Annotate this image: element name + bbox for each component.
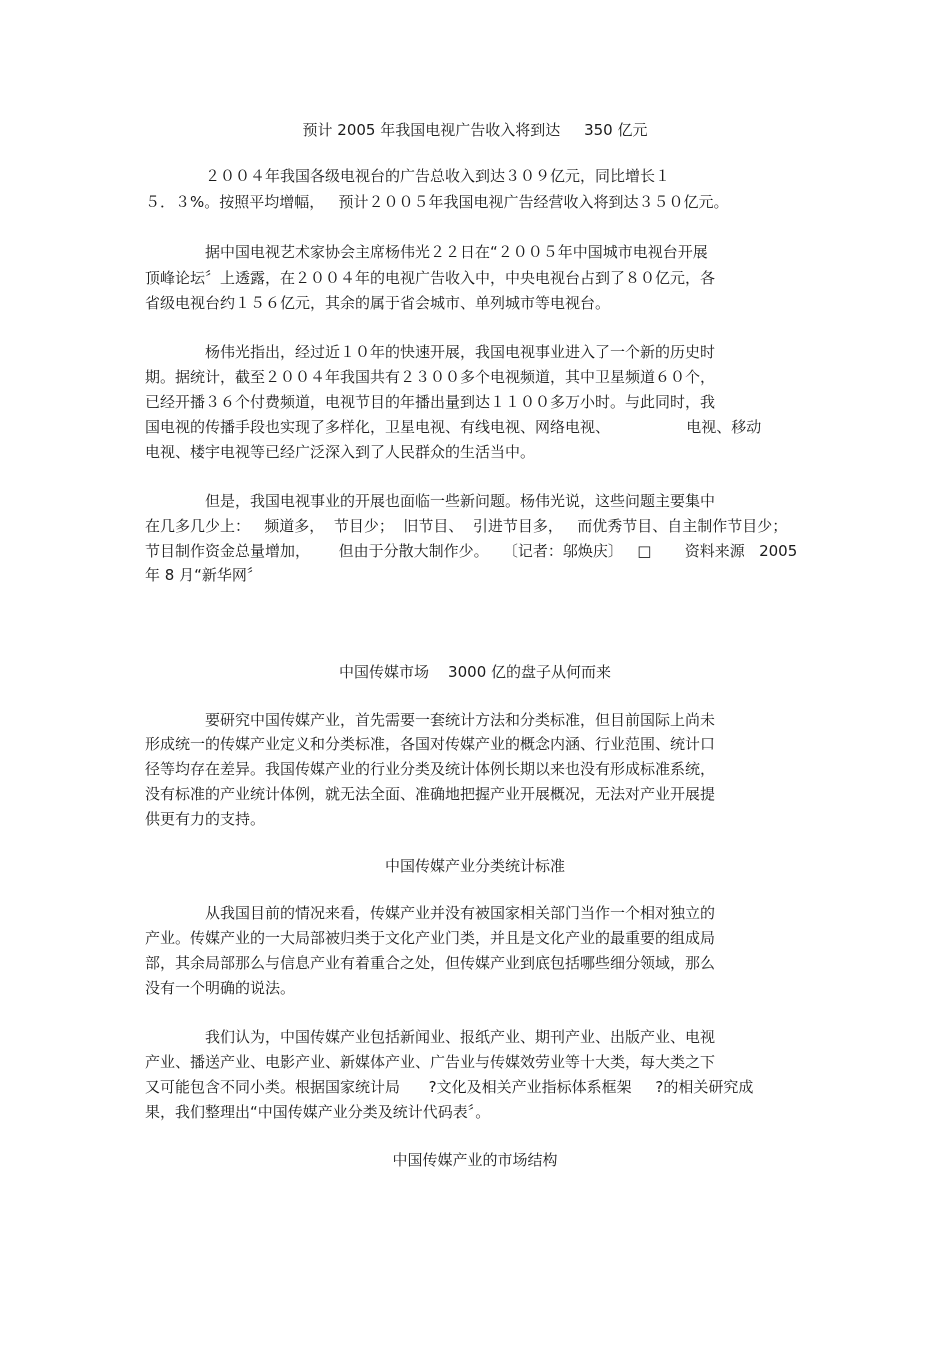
paragraph-6-line-2: 产业。传媒产业的一大局部被归类于文化产业门类，并且是文化产业的最重要的组成局 [145, 929, 716, 947]
paragraph-5-line-1: 要研究中国传媒产业，首先需要一套统计方法和分类标准，但目前国际上尚未 [205, 711, 716, 729]
paragraph-3-line-2: 期。据统计，截至２００４年我国共有２３００多个电视频道，其中卫星频道６０个， [145, 368, 716, 386]
paragraph-3-line-4: 国电视的传播手段也实现了多样化，卫星电视、有线电视、网络电视、 电视、移动 [145, 418, 762, 436]
paragraph-7-line-4: 果，我们整理出“中国传媒产业分类及统计代码表〞。 [145, 1103, 491, 1121]
paragraph-7-line-2: 产业、播送产业、电影产业、新媒体产业、广告业与传媒效劳业等十大类，每大类之下 [145, 1053, 716, 1071]
paragraph-5-line-5: 供更有力的支持。 [145, 810, 266, 828]
paragraph-3-line-5: 电视、楼宇电视等已经广泛深入到了人民群众的生活当中。 [145, 443, 536, 461]
paragraph-7-line-1: 我们认为，中国传媒产业包括新闻业、报纸产业、期刊产业、出版产业、电视 [205, 1028, 716, 1046]
headline-classification-standard: 中国传媒产业分类统计标准 [384, 857, 565, 875]
paragraph-3-line-3: 已经开播３６个付费频道，电视节目的年播出量到达１１００多万小时。与此同时，我 [145, 393, 716, 411]
paragraph-1-line-2: ５．３%。按照平均增幅， 预计２００５年我国电视广告经营收入将到达３５０亿元。 [145, 193, 729, 211]
paragraph-4-line-2: 在几多几少上： 频道多， 节目少； 旧节目、 引进节目多， 而优秀节目、自主制作节目少； [145, 517, 788, 535]
paragraph-4-line-1: 但是，我国电视事业的开展也面临一些新问题。杨伟光说，这些问题主要集中 [205, 492, 716, 510]
paragraph-2-line-1: 据中国电视艺术家协会主席杨伟光２２日在“２００５年中国城市电视台开展 [205, 243, 708, 261]
paragraph-7-line-3: 又可能包含不同小类。根据国家统计局 ?文化及相关产业指标体系框架 ?的相关研究成 [145, 1078, 754, 1096]
paragraph-2-line-2: 顶峰论坛〞上透露，在２００４年的电视广告收入中，中央电视台占到了８０亿元，各 [145, 269, 716, 287]
paragraph-6-line-4: 没有一个明确的说法。 [145, 979, 296, 997]
paragraph-5-line-4: 没有标准的产业统计体例，就无法全面、准确地把握产业开展概况，无法对产业开展提 [145, 785, 716, 803]
headline-tv-ad-revenue: 预计 2005 年我国电视广告收入将到达 350 亿元 [302, 121, 648, 139]
headline-media-market: 中国传媒市场 3000 亿的盘子从何而来 [338, 663, 612, 681]
paragraph-6-line-3: 部，其余局部那么与信息产业有着重合之处，但传媒产业到底包括哪些细分领域，那么 [145, 954, 716, 972]
paragraph-3-line-1: 杨伟光指出，经过近１０年的快速开展，我国电视事业进入了一个新的历史时 [205, 343, 716, 361]
headline-market-structure: 中国传媒产业的市场结构 [392, 1151, 558, 1169]
paragraph-5-line-2: 形成统一的传媒产业定义和分类标准，各国对传媒产业的概念内涵、行业范围、统计口 [145, 735, 716, 753]
paragraph-4-line-3: 节目制作资金总量增加， 但由于分散大制作少。 〔记者：邬焕庆〕 □ 资料来源 2005 [145, 542, 798, 560]
paragraph-1-line-1: ２００４年我国各级电视台的广告总收入到达３０９亿元，同比增长１ [205, 167, 671, 185]
paragraph-2-line-3: 省级电视台约１５６亿元，其余的属于省会城市、单列城市等电视台。 [145, 294, 611, 312]
paragraph-5-line-3: 径等均存在差异。我国传媒产业的行业分类及统计体例长期以来也没有形成标准系统， [145, 760, 716, 778]
paragraph-4-line-4: 年 8 月“新华网〞 [145, 566, 262, 584]
paragraph-6-line-1: 从我国目前的情况来看，传媒产业并没有被国家相关部门当作一个相对独立的 [205, 904, 716, 922]
